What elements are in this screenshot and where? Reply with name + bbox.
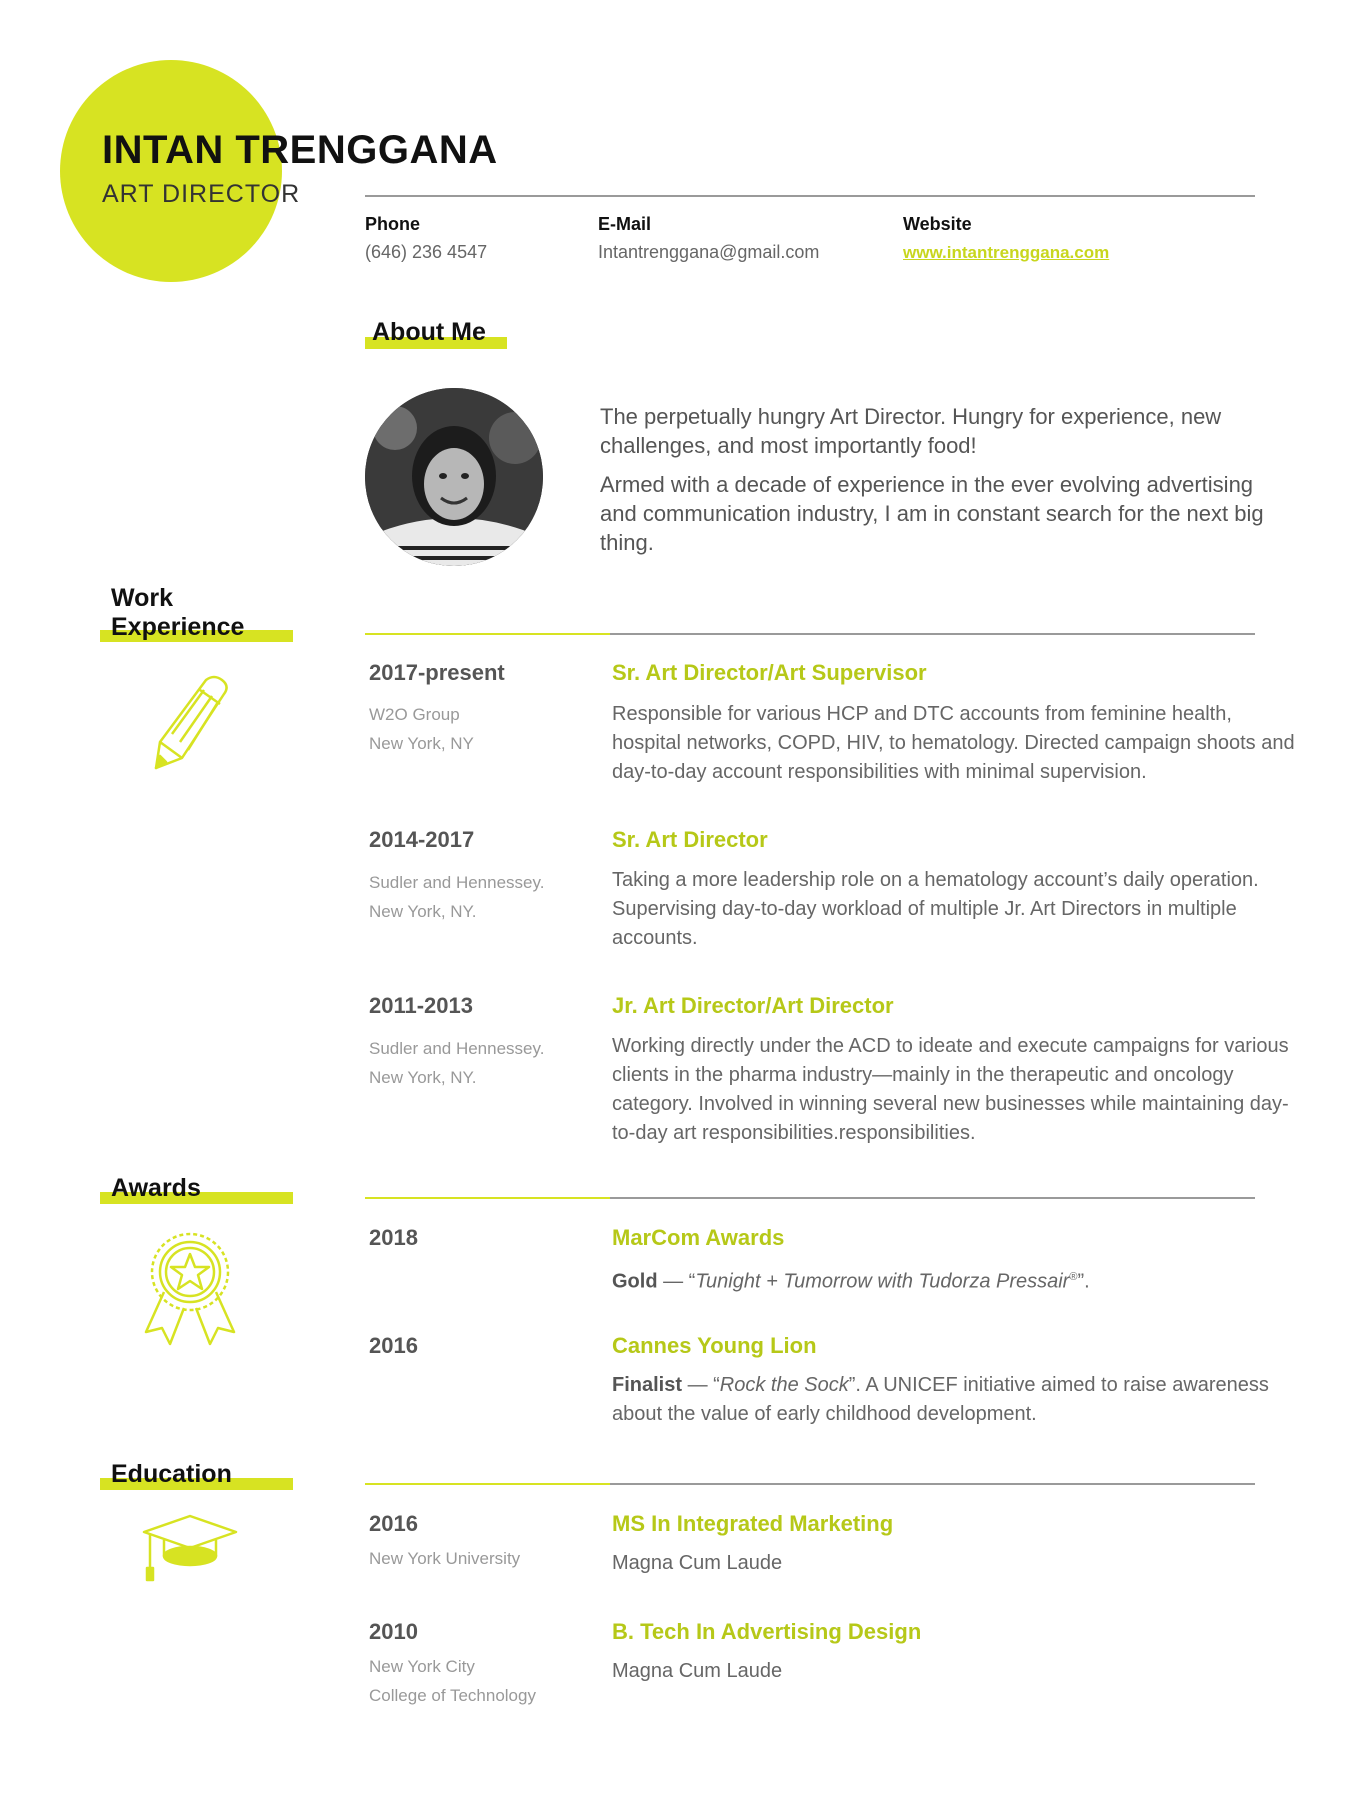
work-divider-accent [365,633,610,635]
about-paragraph-2: Armed with a decade of experience in the ever evolving advertising and communication industry, I am in constant search for the next big thing. [600,472,1264,555]
work-date: 2014-2017 [369,827,475,852]
education-school: New York University [369,1549,521,1568]
work-description: Taking a more leadership role on a hematology account’s daily operation. Supervising day-to-day workload of multiple Jr. Art Directors in multiple accounts. [612,869,1259,949]
pencil-icon [148,672,236,772]
education-school-line2: College of Technology [369,1686,536,1705]
work-description: Working directly under the ACD to ideate and execute campaigns for various clients in the pharma industry—mainly in the therapeutic and oncology category. Involved in winning several new businesses while maintaining day-to-day art responsibilities.responsibilities. [612,1035,1289,1144]
education-honor: Magna Cum Laude [612,1552,783,1574]
award-ribbon-icon [140,1232,240,1348]
awards-heading: Awards [111,1174,201,1202]
education-degree: MS In Integrated Marketing [612,1511,894,1536]
phone-label: Phone [365,214,421,234]
education-divider-accent [365,1483,610,1485]
education-year: 2016 [369,1511,418,1536]
education-year: 2010 [369,1619,418,1644]
work-title: Sr. Art Director/Art Supervisor [612,660,927,685]
work-heading-line2: Experience [111,613,245,641]
work-date: 2017-present [369,660,505,685]
work-heading-line1: Work [111,584,174,612]
website-label: Website [903,214,972,234]
header-divider [365,195,1255,197]
education-school: New York City [369,1657,475,1676]
work-location: New York, NY. [369,1068,477,1087]
avatar-portrait-icon [365,388,543,566]
award-detail: Finalist — “Rock the Sock”. A UNICEF initiative aimed to raise awareness about the value of early childhood development. [612,1374,1269,1425]
work-divider [610,633,1255,635]
work-title: Sr. Art Director [612,827,768,852]
profile-photo [365,388,543,566]
work-description: Responsible for various HCP and DTC accounts from feminine health, hospital networks, COPD, HIV, to hematology. Directed campaign shoots and day-to-day account responsibilities with minimal supervision. [612,703,1295,783]
education-heading: Education [111,1460,232,1488]
award-title: Cannes Young Lion [612,1333,817,1358]
award-detail: Gold — “Tunight + Tumorrow with Tudorza Pressair®”. [612,1270,1090,1293]
about-paragraph-1: The perpetually hungry Art Director. Hungry for experience, new challenges, and most importantly food! [600,404,1222,458]
phone-value: (646) 236 4547 [365,242,488,262]
education-degree: B. Tech In Advertising Design [612,1619,922,1644]
website-link[interactable]: www.intantrenggana.com [903,243,1110,262]
education-divider [610,1483,1255,1485]
email-label: E-Mail [598,214,652,234]
graduation-cap-icon [140,1512,240,1584]
page-title: INTAN TRENGGANA [102,128,498,172]
work-location: New York, NY. [369,902,477,921]
about-heading: About Me [372,318,486,346]
work-location: New York, NY [369,734,474,753]
award-year: 2018 [369,1225,418,1250]
job-title: ART DIRECTOR [102,180,301,208]
email-value[interactable]: Intantrenggana@gmail.com [598,242,820,262]
award-title: MarCom Awards [612,1225,785,1250]
work-date: 2011-2013 [369,993,473,1018]
work-company: W2O Group [369,705,460,724]
awards-divider-accent [365,1197,610,1199]
awards-divider [610,1197,1255,1199]
award-year: 2016 [369,1333,418,1358]
work-company: Sudler and Hennessey. [369,1039,545,1058]
education-honor: Magna Cum Laude [612,1660,783,1682]
work-company: Sudler and Hennessey. [369,873,545,892]
work-title: Jr. Art Director/Art Director [612,993,894,1018]
